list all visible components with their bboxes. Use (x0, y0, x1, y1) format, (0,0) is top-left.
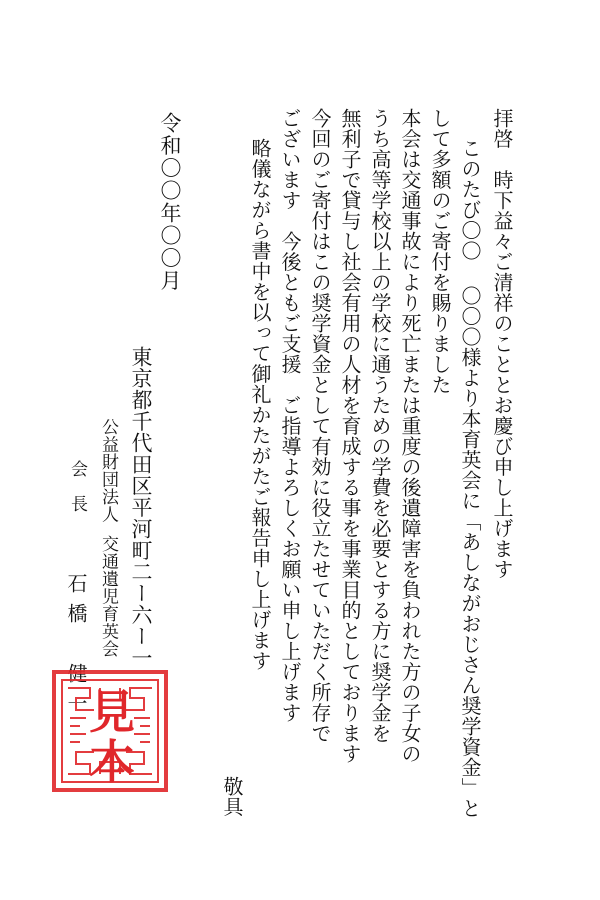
org-name: 交通遺児育英会 (98, 535, 118, 658)
letter-line-8: ございます 今後ともご支援 ご指導よろしくお願い申し上げます (278, 108, 302, 723)
letter-line-5: うち高等学校以上の学校に通うための学費を必要とする方に奨学金を (368, 108, 392, 744)
president-title: 会 長 (67, 460, 87, 513)
sender-address: 東京都千代田区平河町二ー六ー一 (129, 346, 153, 669)
sample-stamp (48, 666, 172, 796)
date-line: 令和〇〇年〇〇月 (158, 112, 182, 292)
stamp-text-bottom: 本 (89, 735, 135, 789)
letter-line-7: 今回のご寄付はこの奨学資金として有効に役立たせていただく所存で (308, 108, 332, 744)
letter-line-4: 本会は交通事故により死亡または重度の後遺障害を負われた方の子女の (398, 108, 422, 764)
stamp-text-top: 見 (89, 685, 135, 739)
org-type: 公益財団法人 (98, 418, 118, 523)
sender-organization (99, 418, 116, 658)
sample-stamp-graphic (48, 666, 172, 796)
letter-line-6: 無利子で貸与し社会有用の人材を育成する事を事業目的としております (338, 108, 362, 764)
letter-line-greeting: 拝啓 時下益々ご清祥のこととお慶び申し上げます (490, 108, 514, 580)
president-name: 石橋 健一 (64, 573, 88, 723)
letter-line-3: して多額のご寄付を賜りました (428, 108, 452, 395)
letter-line-2: このたび〇〇 〇〇〇様より本育英会に「あしながおじさん奨学資金」と (458, 138, 482, 819)
closing-word: 敬具 (220, 776, 244, 817)
letter-line-9: 略儀ながら書中を以って御礼かたがたご報告申し上げます (248, 138, 272, 671)
